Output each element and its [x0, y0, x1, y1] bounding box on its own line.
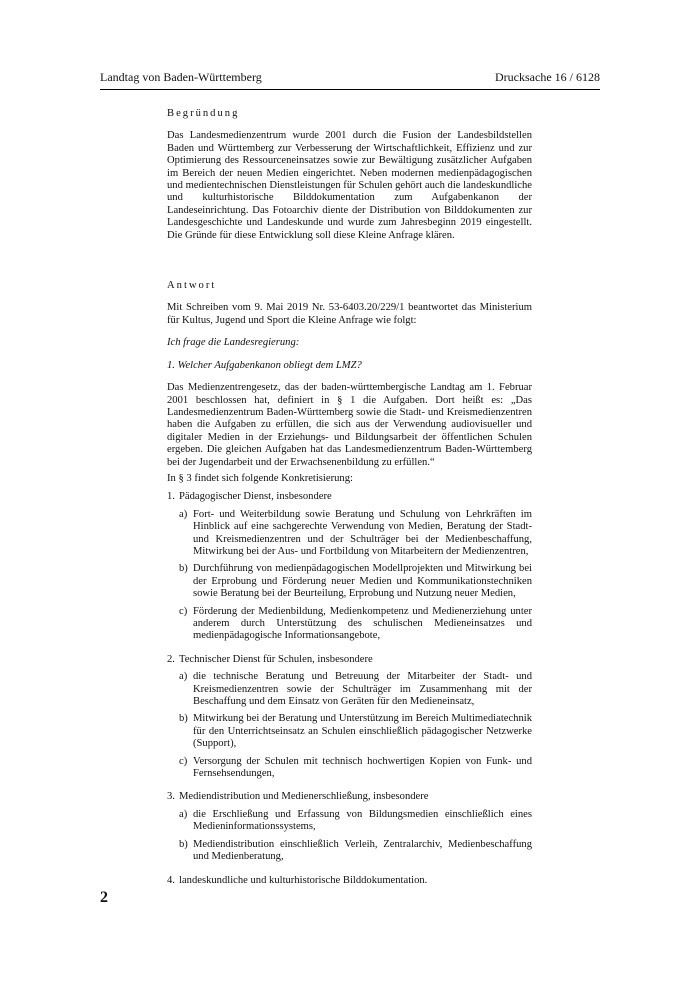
sub-item-text: Fort- und Weiterbildung sowie Beratung und Schulung von Lehrkräften im Hinblick auf eine sachgerechte Verwendung von Medien, Beratung der Stadt- und Kreismedienzentren und der Schulträger bei der Medienbeschaffung, Mitwirkung bei der Aus- und Fortbildung von Mitarbeitern der Medienzentren, [193, 508, 532, 557]
list-item [167, 875, 532, 887]
sub-item-text: Förderung der Medienbildung, Medienkompetenz und Medienerziehung unter anderem durch Unterstützung des schulischen Medieneinsatzes und medienpädagogische Informationsangebote, [193, 605, 532, 642]
sub-item-label: a) [179, 671, 188, 683]
begruendung-heading: Begründung [167, 108, 240, 119]
list-item-title: Mediendistribution und Medienerschließung, insbesondere [179, 791, 429, 803]
sub-item-label: c) [179, 755, 188, 767]
sub-item-label: a) [179, 808, 188, 820]
page-number: 2 [100, 889, 108, 906]
sub-item [179, 839, 532, 864]
antwort-paragraph-1: Das Medienzentrengesetz, das der baden-württembergische Landtag am 1. Februar 2001 beschlossen hat, definiert in § 1 die Aufgaben. Dort heißt es: „Das Landesmedienzentrum Baden-Württemberg sowie die Stadt- und Kreismedienzentren haben die Aufgaben zu erfüllen, die sich aus der Verwendung audiovisueller und digitaler Medien in der Erziehungs- und Bildungsarbeit der öffentlichen Schulen ergeben. Die gleichen Aufgaben hat das Landesmedienzentrum Baden-Württemberg bei der Jugendarbeit und der Erwachsenenbildung zu erfüllen.“ [167, 382, 532, 468]
sub-item-text: die technische Beratung und Betreuung der Mitarbeiter der Stadt- und Kreismedienzentren sowie der Schulträger im Zusammenhang mit der Beschaffung und dem Einsatz von Geräten für den Medieneinsatz, [193, 671, 532, 708]
sub-item [179, 509, 532, 559]
aufgaben-list [167, 491, 532, 887]
sub-item-label: b) [179, 838, 188, 850]
sub-item-text: Versorgung der Schulen mit technisch hochwertigen Kopien von Funk- und Fernsehsendungen, [193, 755, 532, 780]
list-item [167, 654, 532, 786]
sub-item [179, 606, 532, 643]
frage-intro: Ich frage die Landesregierung: [167, 337, 300, 349]
header-right: Drucksache 16 / 6128 [495, 70, 600, 84]
antwort-paragraph-2: In § 3 findet sich folgende Konkretisierung: [167, 472, 353, 484]
sub-item [179, 756, 532, 781]
sub-item-label: c) [179, 605, 188, 617]
list-item-number: 4. [167, 874, 175, 886]
frage-1: 1. Welcher Aufgabenkanon obliegt dem LMZ? [167, 359, 362, 371]
sub-item-label: a) [179, 508, 188, 520]
document-body [167, 108, 532, 893]
sub-item-text: Durchführung von medienpädagogischen Modellprojekten und Mitwirkung bei der Erprobung und Förderung neuer Medien und Kommunikationstechniken sowie Beratung bei der Beurteilung, Erprobung und Nutzung neuer Medien, [193, 563, 532, 600]
list-item-number: 2. [167, 653, 175, 665]
list-item-number: 1. [167, 491, 175, 503]
sub-item [179, 809, 532, 834]
antwort-heading: Antwort [167, 280, 217, 292]
sub-item [179, 713, 532, 750]
sub-item [179, 671, 532, 708]
begruendung-text: Das Landesmedienzentrum wurde 2001 durch die Fusion der Landesbildstellen Baden und Württemberg zur Verbesserung der Wirtschaftlichkeit, Effizienz und zur Optimierung des Ressourceneinsatzes sowie zur Bewältigung zusätzlicher Aufgaben im Bereich der neuen Medien eingerichtet. Neben modernen medienpädagogischen und medientechnischen Dienstleistungen für Schulen gehört auch die landeskundliche und kulturhistorische Bilddokumentation zum Aufgabenkanon der Landeseinrichtung. Das Fotoarchiv diente der Distribution von Bilddokumenten zur Landesgeschichte und Landeskunde und wurde zum Jahresbeginn 2019 eingestellt. Die Gründe für diese Entwicklung soll diese Kleine Anfrage klären. [167, 130, 532, 241]
list-item [167, 491, 532, 647]
list-item-number: 3. [167, 791, 175, 803]
header-left: Landtag von Baden-Württemberg [100, 70, 262, 84]
sub-item-text: die Erschließung und Erfassung von Bildungsmedien einschließlich eines Medieninformationssystems, [193, 808, 532, 833]
list-item-title: landeskundliche und kulturhistorische Bilddokumentation. [179, 874, 428, 886]
antwort-intro: Mit Schreiben vom 9. Mai 2019 Nr. 53-6403.20/229/1 beantwortet das Ministerium für Kultus, Jugend und Sport die Kleine Anfrage wie folgt: [167, 302, 532, 326]
sub-item-text: Mitwirkung bei der Beratung und Unterstützung im Bereich Multimediatechnik für den Unterrichtseinsatz an Schulen einschließlich pädagogischer Netzwerke (Support), [193, 713, 532, 750]
list-item-title: Technischer Dienst für Schulen, insbesondere [179, 653, 373, 665]
list-item-title: Pädagogischer Dienst, insbesondere [179, 491, 332, 503]
list-item [167, 791, 532, 868]
sub-item-label: b) [179, 563, 188, 575]
page-header [100, 70, 600, 90]
sub-item-text: Mediendistribution einschließlich Verleih, Zentralarchiv, Medienbeschaffung und Medienberatung, [193, 838, 532, 863]
sub-item [179, 563, 532, 600]
sub-item-label: b) [179, 713, 188, 725]
